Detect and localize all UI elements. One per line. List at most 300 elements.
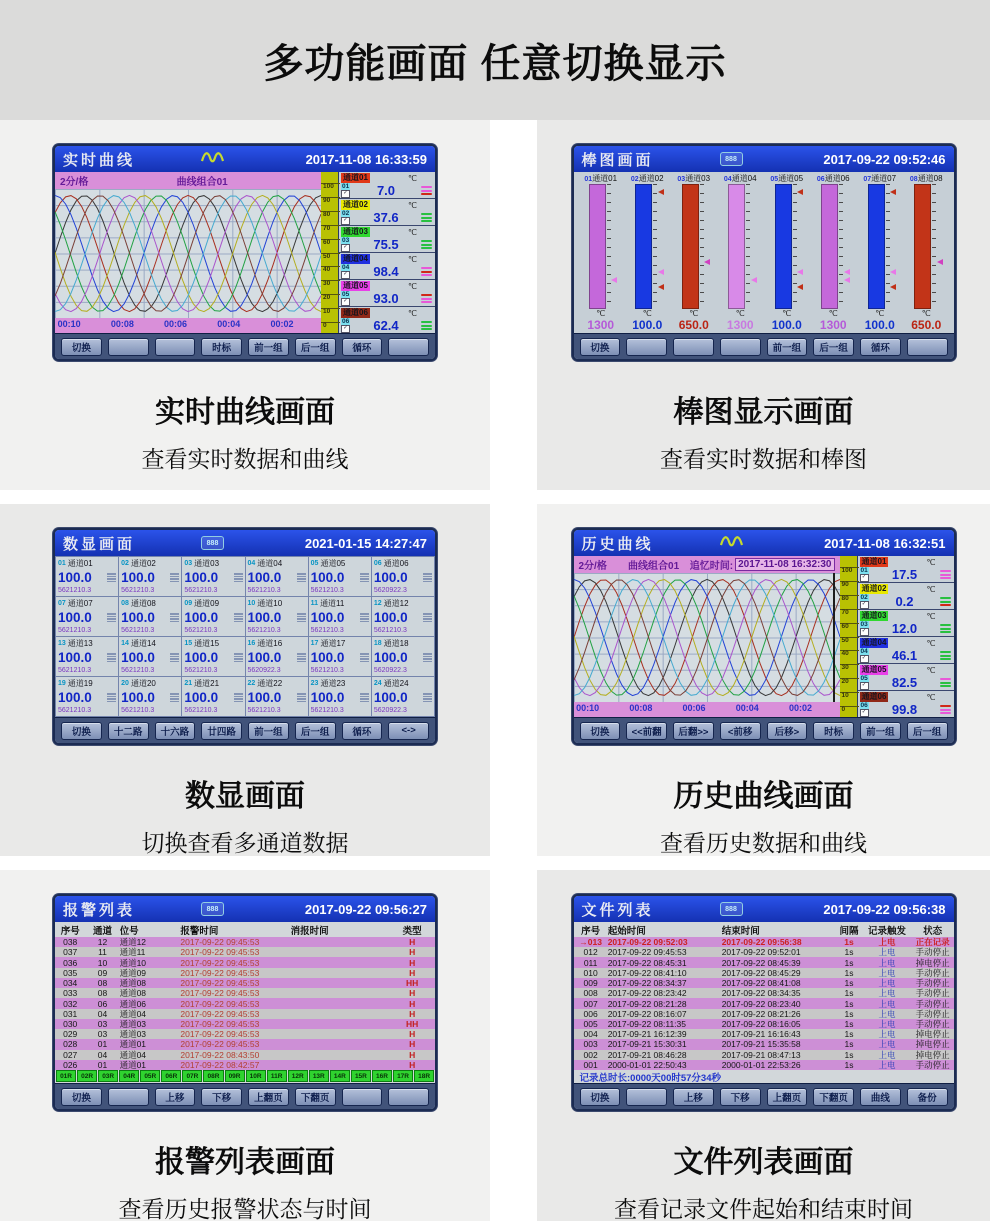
softkey-button[interactable]: 备份 — [907, 1088, 948, 1106]
history-cursor-line[interactable] — [833, 573, 835, 702]
table-cell: 正在记录 — [915, 937, 950, 948]
channel-unit-label: ℃ — [408, 281, 417, 291]
curve-info-bar — [574, 556, 840, 573]
bar-fill — [914, 184, 931, 309]
feature-caption: 文件列表画面 — [673, 1146, 854, 1179]
digital-cell[interactable] — [182, 677, 244, 716]
alarm-row[interactable] — [55, 1009, 435, 1019]
digital-cell[interactable] — [309, 677, 371, 716]
alarm-row[interactable] — [55, 978, 435, 988]
channel-readout[interactable] — [339, 280, 435, 307]
feature-caption: 棒图显示画面 — [673, 396, 854, 429]
softkey-button[interactable]: 上翻页 — [767, 1088, 808, 1106]
softkey-button[interactable]: 上翻页 — [248, 1088, 289, 1106]
recall-time-value[interactable]: 2017-11-08 16:32:30 — [735, 558, 834, 571]
channel-readout[interactable] — [858, 556, 954, 583]
softkey-button[interactable]: 后一组 — [907, 722, 948, 740]
channel-checkbox[interactable]: ✓ — [341, 244, 350, 252]
scale-tick: 0 — [321, 322, 340, 330]
softkey-button[interactable]: 廿四路 — [201, 722, 242, 740]
cell-channel-number: 13 — [58, 639, 66, 647]
softkey-button-blank[interactable] — [673, 338, 714, 356]
table-cell: 006 — [583, 1008, 598, 1019]
relay-tab[interactable]: 01R — [56, 1070, 76, 1082]
alarm-row[interactable] — [55, 1019, 435, 1029]
softkey-button[interactable]: 切换 — [580, 1088, 621, 1106]
softkey-button[interactable]: 循环 — [342, 722, 383, 740]
alarm-level-bars-icon — [421, 267, 432, 276]
table-cell: 手动停止 — [915, 1019, 950, 1029]
cell-channel-name: 通道01 — [67, 558, 93, 568]
bar-value: 650.0 — [678, 318, 709, 332]
relay-tab[interactable]: 08R — [203, 1070, 223, 1082]
cell-channel-name: 通道03 — [194, 558, 220, 568]
cell-channel-number: 07 — [58, 599, 66, 607]
channel-readout[interactable] — [858, 583, 954, 610]
digital-cell[interactable] — [372, 677, 434, 716]
digital-cell[interactable] — [246, 677, 308, 716]
table-cell: 04 — [97, 1049, 108, 1060]
alarm-row[interactable] — [55, 947, 435, 957]
softkey-button[interactable]: 切换 — [580, 338, 621, 356]
channel-readout[interactable] — [858, 637, 954, 664]
softkey-button[interactable]: 曲线 — [860, 1088, 901, 1106]
usb-status-icon — [201, 900, 224, 916]
channel-value: 46.1 — [891, 648, 918, 663]
cell-channel-name: 通道07 — [67, 598, 93, 608]
relay-tab[interactable]: 07R — [182, 1070, 202, 1082]
channel-number-badge: 05 — [860, 674, 868, 682]
file-screen-body — [574, 922, 954, 1083]
bar-channel-label: 05通道05 — [770, 174, 804, 183]
cell-channel-name: 通道12 — [383, 598, 409, 608]
bar-unit-label: ℃ — [689, 309, 699, 318]
channel-checkbox[interactable]: ✓ — [341, 271, 350, 279]
cell-totalizer-value: 5620922.3 — [373, 587, 407, 594]
channel-name-label: 通道06 — [343, 308, 368, 317]
softkey-button[interactable]: 后移> — [767, 722, 808, 740]
table-cell: 2000-01-01 22:53:26 — [721, 1059, 801, 1070]
channel-name-label: 通道05 — [861, 665, 887, 674]
cell-channel-name: 通道22 — [257, 678, 283, 688]
bar-group[interactable] — [671, 173, 718, 333]
cell-value: 100.0 — [184, 610, 219, 625]
menu-bars-icon — [423, 613, 432, 622]
table-cell: 手动停止 — [915, 947, 950, 958]
alarm-row[interactable] — [55, 998, 435, 1008]
softkey-button[interactable]: 时标 — [813, 722, 854, 740]
bar-group[interactable] — [903, 173, 950, 333]
table-cell: 030 — [63, 1018, 78, 1029]
bargraph-screen-body — [574, 172, 954, 333]
channel-readout[interactable] — [858, 664, 954, 691]
device-screen-realtime-curve — [53, 144, 437, 361]
digital-cell[interactable] — [246, 597, 308, 636]
menu-bars-icon — [107, 613, 116, 622]
screen-title: 历史曲线 — [581, 535, 654, 553]
relay-tab[interactable]: 13R — [309, 1070, 329, 1082]
device-screen-file-list — [572, 894, 956, 1111]
channel-readout[interactable] — [339, 226, 435, 253]
bar-value: 650.0 — [911, 318, 942, 332]
table-cell: 035 — [63, 967, 78, 978]
bar-channel-number: 05 — [770, 176, 779, 183]
channel-checkbox[interactable]: ✓ — [860, 682, 869, 690]
device-screen-bargraph — [572, 144, 956, 361]
softkey-button-blank[interactable] — [388, 338, 429, 356]
softkey-button[interactable]: 上移 — [673, 1088, 714, 1106]
page-title-band — [0, 0, 990, 120]
alarm-setpoint-marker — [844, 277, 850, 283]
cell-value: 100.0 — [373, 690, 408, 705]
relay-tab[interactable]: 04R — [119, 1070, 139, 1082]
softkey-button[interactable]: 十六路 — [155, 722, 196, 740]
softkey-button[interactable]: <前移 — [720, 722, 761, 740]
scale-tick: 90 — [321, 197, 340, 205]
table-cell: 上电 — [878, 978, 896, 989]
softkey-button[interactable]: 切换 — [580, 722, 621, 740]
column-header: 状态 — [923, 925, 943, 937]
table-cell: 2017-09-22 08:34:35 — [721, 988, 801, 999]
table-cell: 031 — [63, 1008, 78, 1019]
channel-value: 37.6 — [373, 210, 399, 225]
bar-group[interactable] — [764, 173, 811, 333]
channel-unit-label: ℃ — [926, 557, 936, 567]
channel-checkbox[interactable]: ✓ — [860, 709, 869, 717]
table-cell: 上电 — [878, 1059, 896, 1070]
relay-tab[interactable]: 17R — [393, 1070, 413, 1082]
relay-tab[interactable]: 12R — [288, 1070, 308, 1082]
table-cell: H — [409, 998, 416, 1009]
table-cell: 001 — [583, 1059, 598, 1070]
bar-tick-strip — [793, 184, 799, 309]
cell-channel-name: 通道20 — [130, 678, 156, 688]
softkey-button[interactable]: 下翻页 — [295, 1088, 336, 1106]
scale-tick: 0 — [840, 706, 859, 714]
channel-readout[interactable] — [339, 199, 435, 226]
digital-cell[interactable] — [56, 677, 118, 716]
softkey-button-blank[interactable] — [388, 1088, 429, 1106]
table-cell: 033 — [63, 988, 78, 999]
cell-value: 100.0 — [247, 650, 282, 665]
channel-readout[interactable] — [339, 307, 435, 333]
scale-tick: 100 — [840, 567, 859, 575]
table-cell: 上电 — [878, 937, 896, 948]
alarm-setpoint-marker — [890, 284, 896, 290]
cell-value: 100.0 — [373, 570, 408, 585]
feature-caption: 报警列表画面 — [155, 1146, 335, 1179]
alarm-row[interactable] — [55, 988, 435, 998]
column-header: 序号 — [581, 925, 601, 937]
channel-checkbox[interactable]: ✓ — [860, 574, 869, 582]
channel-value: 82.5 — [891, 675, 918, 690]
table-cell: 01 — [97, 1039, 108, 1050]
screen-datetime: 2017-09-22 09:56:38 — [823, 901, 946, 917]
alarm-level-bars-icon — [421, 240, 432, 249]
bar-unit-label: ℃ — [875, 309, 885, 318]
table-cell: 1s — [844, 1049, 854, 1060]
softkey-button-blank[interactable] — [108, 1088, 149, 1106]
menu-bars-icon — [234, 613, 243, 622]
softkey-button-blank[interactable] — [155, 338, 196, 356]
softkey-button-blank[interactable] — [720, 338, 761, 356]
bar-value: 100.0 — [632, 318, 663, 332]
column-header: 记录触发 — [867, 925, 906, 937]
channel-value: 17.5 — [891, 567, 918, 582]
feature-cell-alarm-list — [0, 870, 490, 1221]
softkey-button[interactable]: 时标 — [201, 338, 242, 356]
usb-status-icon — [720, 900, 743, 916]
channel-value: 75.5 — [373, 237, 399, 252]
channel-unit-label: ℃ — [926, 584, 936, 594]
softkey-button-blank[interactable] — [626, 1088, 667, 1106]
digital-cell[interactable] — [309, 597, 371, 636]
table-cell: 掉电停止 — [915, 1049, 950, 1060]
screen-title: 数显画面 — [63, 535, 136, 553]
table-cell: 004 — [583, 1029, 598, 1040]
softkey-button[interactable]: 切换 — [61, 338, 102, 356]
table-cell: 2017-09-22 08:43:50 — [180, 1049, 260, 1060]
bar-tick-strip — [700, 184, 706, 309]
digital-cell[interactable] — [119, 677, 181, 716]
cell-totalizer-value: 5621210.3 — [58, 627, 92, 634]
bar-channel-label: 03通道03 — [677, 174, 711, 183]
softkey-button[interactable]: 十二路 — [108, 722, 149, 740]
digital-cell[interactable] — [372, 637, 434, 676]
table-cell: 037 — [63, 947, 78, 958]
channel-value: 62.4 — [373, 318, 399, 333]
bar-fill — [589, 184, 606, 309]
table-cell: 2017-09-22 08:23:42 — [607, 988, 687, 999]
relay-tab[interactable]: 05R — [140, 1070, 160, 1082]
digital-cell[interactable] — [56, 637, 118, 676]
channel-readout[interactable] — [858, 691, 954, 717]
relay-tab[interactable]: 15R — [351, 1070, 371, 1082]
time-per-div-label: 2分/格 — [578, 561, 607, 572]
cell-value: 100.0 — [247, 570, 282, 585]
channel-unit-label: ℃ — [408, 254, 417, 264]
table-cell: H — [409, 967, 416, 978]
digital-cell[interactable] — [56, 557, 118, 596]
cell-value: 100.0 — [121, 650, 155, 665]
alarm-row[interactable] — [55, 1039, 435, 1049]
relay-tab[interactable]: 09R — [225, 1070, 245, 1082]
feature-subcaption: 查看实时数据和曲线 — [141, 446, 349, 472]
table-cell: →013 — [579, 937, 602, 948]
table-cell: 手动停止 — [915, 967, 950, 978]
channel-checkbox[interactable]: ✓ — [860, 655, 869, 663]
softkey-bar — [574, 1083, 954, 1109]
table-cell: H — [409, 947, 416, 958]
digital-cell[interactable] — [309, 637, 371, 676]
relay-tab[interactable]: 18R — [414, 1070, 434, 1082]
softkey-button[interactable]: 切换 — [61, 722, 102, 740]
digital-cell[interactable] — [309, 557, 371, 596]
alarm-row[interactable] — [55, 968, 435, 978]
softkey-button-blank[interactable] — [626, 338, 667, 356]
cell-channel-number: 03 — [184, 559, 193, 567]
digital-cell[interactable] — [182, 557, 244, 596]
cell-totalizer-value: 5621210.3 — [121, 667, 155, 674]
menu-bars-icon — [423, 693, 432, 702]
softkey-button[interactable]: <<前翻 — [626, 722, 667, 740]
table-cell: 11 — [98, 947, 107, 958]
column-header: 序号 — [60, 925, 80, 937]
cell-channel-number: 11 — [310, 599, 319, 607]
screen-title: 文件列表 — [581, 901, 654, 919]
channel-unit-label: ℃ — [408, 200, 417, 210]
cell-channel-number: 04 — [247, 559, 256, 567]
channel-checkbox[interactable]: ✓ — [860, 601, 869, 609]
digital-cell[interactable] — [119, 597, 181, 636]
table-cell: 029 — [63, 1029, 78, 1040]
table-cell: 2017-09-22 09:45:53 — [180, 978, 260, 989]
relay-tab[interactable]: 14R — [330, 1070, 350, 1082]
channel-readout[interactable] — [339, 253, 435, 280]
file-row[interactable] — [574, 1060, 954, 1070]
bar-group[interactable] — [624, 173, 671, 333]
table-cell: 上电 — [878, 947, 896, 958]
bar-group[interactable] — [717, 173, 764, 333]
bar-group[interactable] — [578, 173, 625, 333]
table-cell: H — [409, 1059, 416, 1070]
alarm-row[interactable] — [55, 1050, 435, 1060]
softkey-button[interactable]: 前一组 — [248, 338, 289, 356]
scale-tick: 100 — [321, 183, 340, 191]
softkey-button-blank[interactable] — [907, 338, 948, 356]
channel-number-badge: 01 — [342, 182, 350, 190]
relay-tab[interactable]: 10R — [246, 1070, 266, 1082]
relay-tab[interactable]: 03R — [98, 1070, 118, 1082]
alarm-row[interactable] — [55, 1060, 435, 1070]
softkey-button[interactable]: 循环 — [860, 338, 901, 356]
channel-name-label: 通道02 — [343, 200, 368, 209]
alarm-level-bars-icon — [940, 597, 951, 606]
table-cell: 手动停止 — [915, 998, 950, 1009]
alarm-row[interactable] — [55, 1029, 435, 1039]
channel-number-badge: 02 — [342, 209, 350, 217]
scale-tick: 70 — [321, 225, 340, 233]
alarm-row[interactable] — [55, 957, 435, 967]
table-cell: 08 — [97, 978, 108, 989]
alarm-setpoint-marker — [797, 284, 803, 290]
bar-channel-label: 07通道07 — [863, 174, 897, 183]
menu-bars-icon — [423, 653, 432, 662]
channel-readout[interactable] — [858, 610, 954, 637]
alarm-row[interactable] — [55, 937, 435, 947]
softkey-button[interactable]: 下移 — [201, 1088, 242, 1106]
channel-checkbox[interactable]: ✓ — [341, 298, 350, 306]
table-cell: 2017-09-22 09:45:53 — [180, 1008, 260, 1019]
softkey-button[interactable]: 前一组 — [860, 722, 901, 740]
relay-tab[interactable]: 16R — [372, 1070, 392, 1082]
softkey-button[interactable]: 后翻>> — [673, 722, 714, 740]
table-cell: H — [409, 957, 416, 968]
table-cell: 1s — [844, 1059, 854, 1070]
softkey-button[interactable]: 前一组 — [767, 338, 808, 356]
digital-cell[interactable] — [372, 597, 434, 636]
cell-channel-number: 24 — [373, 679, 382, 687]
softkey-button[interactable]: 循环 — [342, 338, 383, 356]
softkey-bar — [55, 717, 435, 743]
digital-cell[interactable] — [56, 597, 118, 636]
table-cell: 2017-09-21 08:47:13 — [721, 1049, 801, 1060]
softkey-button[interactable]: 下移 — [720, 1088, 761, 1106]
bar-unit-label: ℃ — [735, 309, 745, 318]
table-cell: 1s — [844, 1029, 854, 1040]
bar-group[interactable] — [857, 173, 904, 333]
alarm-setpoint-marker — [658, 189, 664, 195]
screen-title: 报警列表 — [63, 901, 136, 919]
cell-totalizer-value: 5621210.3 — [184, 627, 218, 634]
digital-cell[interactable] — [182, 597, 244, 636]
softkey-button[interactable]: 切换 — [61, 1088, 102, 1106]
table-cell: 036 — [63, 957, 78, 968]
digital-cell[interactable] — [246, 637, 308, 676]
digital-cell[interactable] — [182, 637, 244, 676]
wave-logo-icon — [201, 150, 227, 169]
table-cell: 通道12 — [119, 937, 147, 948]
channel-checkbox[interactable]: ✓ — [341, 217, 350, 225]
column-header: 通道 — [92, 925, 112, 937]
cell-channel-name: 通道04 — [257, 558, 283, 568]
digital-cell[interactable] — [119, 557, 181, 596]
softkey-button-blank[interactable] — [108, 338, 149, 356]
softkey-button[interactable]: 后一组 — [295, 722, 336, 740]
curve-group-label: 曲线组合01 — [628, 561, 680, 572]
softkey-button[interactable]: <-> — [388, 722, 429, 740]
digital-cell[interactable] — [246, 557, 308, 596]
table-cell: 011 — [583, 957, 598, 968]
softkey-button[interactable]: 上移 — [155, 1088, 196, 1106]
feature-subcaption: 切换查看多通道数据 — [141, 830, 349, 856]
cell-totalizer-value: 5621210.3 — [184, 587, 218, 594]
digital-cell[interactable] — [119, 637, 181, 676]
scale-tick: 30 — [840, 664, 859, 672]
relay-tab[interactable]: 11R — [267, 1070, 287, 1082]
menu-bars-icon — [297, 573, 306, 582]
menu-bars-icon — [170, 613, 179, 622]
channel-unit-label: ℃ — [926, 692, 936, 702]
table-cell: 1s — [844, 988, 854, 999]
cell-channel-number: 22 — [247, 679, 256, 687]
scale-tick: 80 — [840, 595, 859, 603]
relay-tab[interactable]: 02R — [77, 1070, 97, 1082]
cell-channel-number: 14 — [121, 639, 129, 647]
channel-readout[interactable] — [339, 172, 435, 199]
softkey-button-blank[interactable] — [342, 1088, 383, 1106]
softkey-button[interactable]: 后一组 — [813, 338, 854, 356]
softkey-button[interactable]: 后一组 — [295, 338, 336, 356]
table-cell: 027 — [63, 1049, 78, 1060]
softkey-button[interactable]: 下翻页 — [813, 1088, 854, 1106]
bar-group[interactable] — [810, 173, 857, 333]
usb-status-icon — [201, 534, 224, 550]
channel-checkbox[interactable]: ✓ — [860, 628, 869, 636]
channel-checkbox[interactable]: ✓ — [341, 325, 350, 333]
feature-caption: 数显画面 — [185, 780, 305, 813]
table-cell: 2017-09-22 09:52:01 — [721, 947, 801, 958]
relay-tab[interactable]: 06R — [161, 1070, 181, 1082]
softkey-button[interactable]: 前一组 — [248, 722, 289, 740]
device-screen-digital-display — [53, 528, 437, 745]
cell-channel-name: 通道17 — [320, 638, 346, 648]
channel-checkbox[interactable]: ✓ — [341, 190, 350, 198]
cell-channel-name: 通道24 — [383, 678, 409, 688]
digital-cell[interactable] — [372, 557, 434, 596]
cell-value: 100.0 — [121, 610, 155, 625]
table-cell: 01 — [97, 1059, 108, 1070]
